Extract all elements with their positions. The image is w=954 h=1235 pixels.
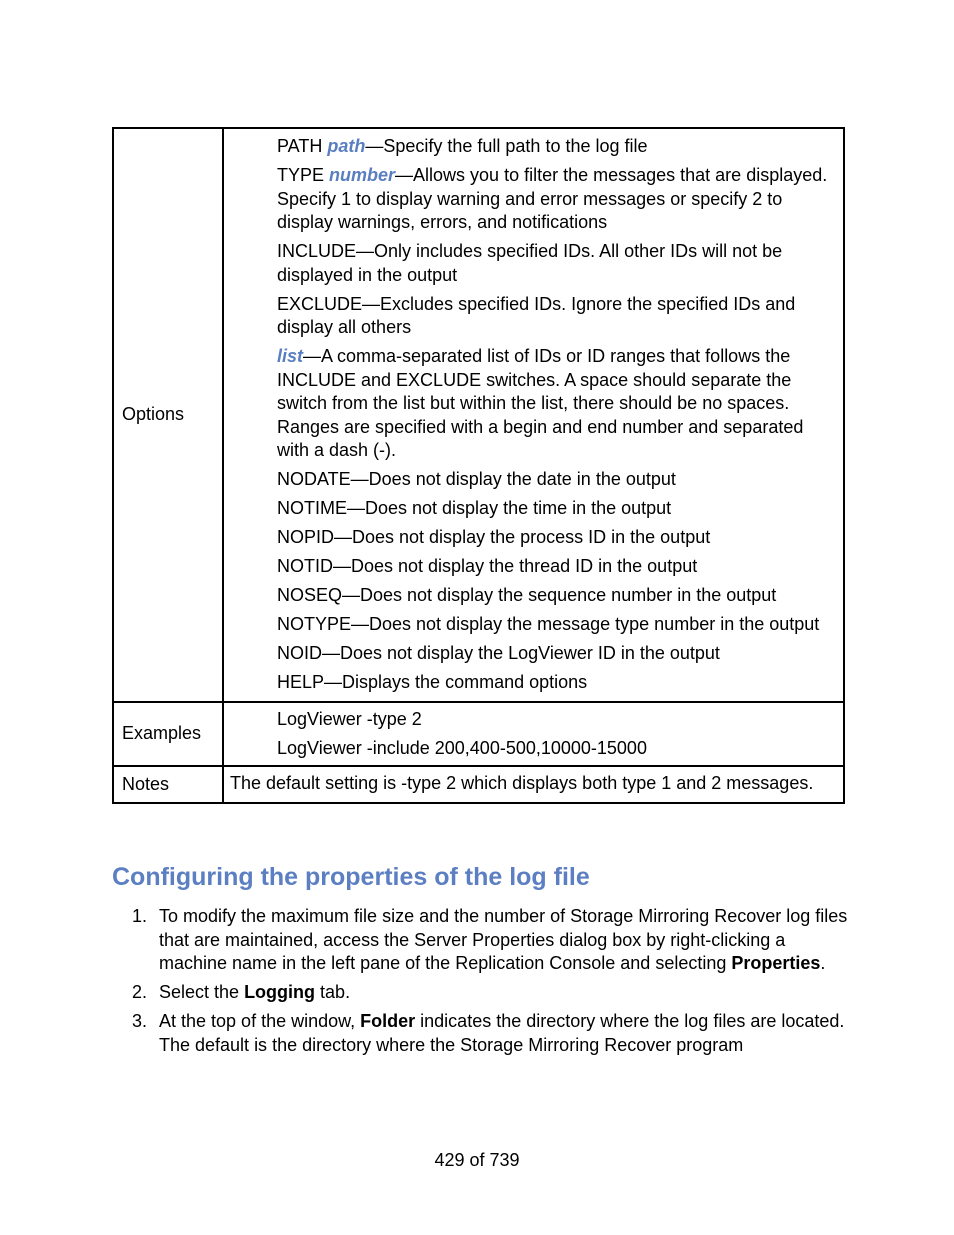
option-list: list—A comma-separated list of IDs or ID ranges that follows the INCLUDE and EXCLUDE switches. A space should separate the switch from the list but within the list, there should be no spaces. Ranges are specified with a begin and end number and separated with a dash (-). xyxy=(277,346,804,460)
option-notid: NOTID—Does not display the thread ID in the output xyxy=(277,556,698,576)
notes-text: The default setting is -type 2 which displays both type 1 and 2 messages. xyxy=(223,766,844,803)
param-path: path xyxy=(327,136,366,156)
options-label: Options xyxy=(113,128,223,702)
option-include: INCLUDE—Only includes specified IDs. All other IDs will not be displayed in the output xyxy=(277,241,783,285)
option-path: PATH path—Specify the full path to the log file xyxy=(277,136,648,156)
step-item: 1. To modify the maximum file size and the number of Storage Mirroring Recover log files that are maintained, access the Server Properties dialog box by right-clicking a machine name in the left pane of the Replication Console and selecting Properties. xyxy=(132,906,848,973)
step-number: 3. xyxy=(132,1011,148,1031)
option-nopid: NOPID—Does not display the process ID in the output xyxy=(277,527,711,547)
section-heading: Configuring the properties of the log file xyxy=(112,863,590,891)
option-notime: NOTIME—Does not display the time in the output xyxy=(277,498,672,518)
ui-term-properties: Properties xyxy=(731,953,821,973)
param-list: list xyxy=(277,346,304,366)
step-item: 2. Select the Logging tab. xyxy=(112,981,852,1005)
steps-list xyxy=(112,905,852,1063)
option-noseq: NOSEQ—Does not display the sequence number in the output xyxy=(277,585,777,605)
command-options-table xyxy=(112,127,845,804)
options-list xyxy=(223,128,844,702)
option-help: HELP—Displays the command options xyxy=(277,672,588,692)
step-number: 1. xyxy=(132,906,148,926)
examples-label: Examples xyxy=(113,702,223,767)
options-row xyxy=(113,128,844,702)
param-number: number xyxy=(329,165,396,185)
ui-term-logging: Logging xyxy=(244,982,316,1002)
example-item: LogViewer -type 2 xyxy=(277,708,422,729)
notes-row xyxy=(113,766,844,803)
example-item: LogViewer -include 200,400-500,10000-15000 xyxy=(277,737,647,758)
page-number: 429 of 739 xyxy=(434,1150,520,1170)
option-nodate: NODATE—Does not display the date in the output xyxy=(277,469,676,489)
examples-list xyxy=(223,702,844,767)
option-type: TYPE number—Allows you to filter the messages that are displayed. Specify 1 to display warning and error messages or specify 2 to display warnings, errors, and notifications xyxy=(277,165,828,232)
option-notype: NOTYPE—Does not display the message type number in the output xyxy=(277,614,820,634)
step-item: 3. At the top of the window, Folder indicates the directory where the log files are located. The default is the directory where the Storage Mirroring Recover program xyxy=(132,1011,845,1055)
ui-term-folder: Folder xyxy=(360,1011,416,1031)
examples-row xyxy=(113,702,844,767)
option-exclude: EXCLUDE—Excludes specified IDs. Ignore the specified IDs and display all others xyxy=(277,293,796,337)
step-number: 2. xyxy=(132,982,148,1002)
option-noid: NOID—Does not display the LogViewer ID in the output xyxy=(277,643,720,663)
notes-label: Notes xyxy=(113,766,223,803)
